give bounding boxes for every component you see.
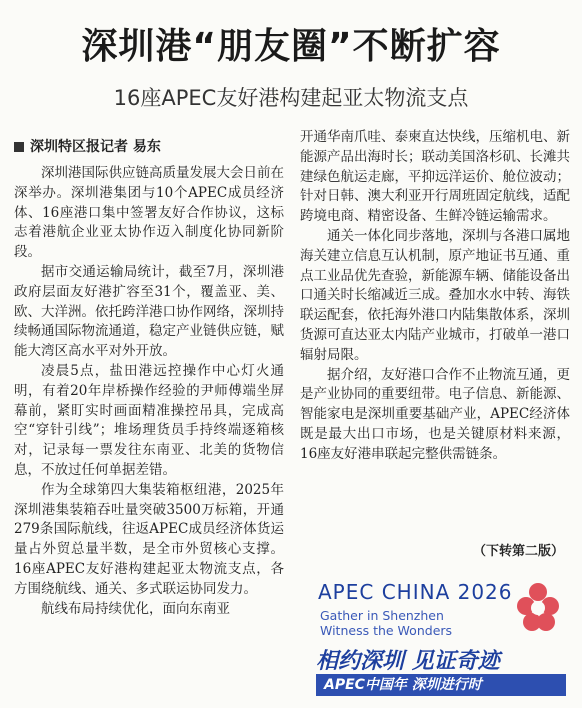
paragraph: 据市交通运输局统计，截至7月，深圳港政府层面友好港扩容至31个，覆盖亚、美、欧、大洋洲。依托跨洋港口协作网络，深圳持续畅通国际物流通道，稳定产业链供应链，赋能大湾区高水平对外开放。 [14,263,284,360]
byline [14,136,284,156]
paragraph-continued: 开通华南爪哇、泰柬直达快线，压缩机电、新能源产品出海时长；联动美国洛杉矶、长滩共建绿色航运走廊，平抑远洋运价、舱位波动；针对日韩、澳大利亚开行周班固定航线，适配跨境电商、精密设备、生鲜冷链运输需求。 [300,129,570,225]
apec-ad [310,566,572,702]
subheadline: 16座APEC友好港构建起亚太物流支点 [113,86,469,110]
headline: 深圳港“朋友圈”不断扩容 [81,26,501,67]
ad-title: APEC CHINA 2026 [318,580,513,604]
byline-text: 深圳特区报记者 易东 [30,139,161,155]
paragraph: 据介绍，友好港口合作不止物流互通，更是产业协同的重要纽带。电子信息、新能源、智能家电是深圳重要基础产业，APEC经济体既是最大出口市场，也是关键原材料来源，16座友好港串联起完整供需链条。 [300,366,570,462]
ad-subtitle: Witness the Wonders [320,623,453,638]
paragraph: 深圳港国际供应链高质量发展大会日前在深举办。深圳港集团与10个APEC成员经济体、16座港口集中签署友好合作协议，这标志着港航企业亚太协作迈入制度化协同新阶段。 [14,165,284,261]
continue-note: （下转第二版） [472,544,564,559]
left-column [14,164,284,619]
paragraph: 作为全球第四大集装箱枢纽港，2025年深圳港集装箱吞吐量突破3500万标箱，开通279条国际航线，往返APEC成员经济体货运量占外贸总量半数，是全市外贸核心支撑。16座APEC友好港构建起亚太物流支点，各方围绕航线、通关、多式联运协同发力。 [14,481,284,597]
paragraph: 航线布局持续优化，面向东南亚 [41,600,230,617]
byline-square-icon [14,142,24,152]
paragraph: 通关一体化同步落地，深圳与各港口属地海关建立信息互认机制，原产地证书互通、重点工业品优先查验，新能源车辆、储能设备出口通关时长缩减近三成。叠加水水中转、海铁联运配套，依托海外港口内陆集散体系，深圳货源可直达亚太内陆产业城市，打破单一港口辐射局限。 [300,227,570,363]
ad-subtitle: Gather in Shenzhen [320,608,444,623]
paragraph: 凌晨5点，盐田港远控操作中心灯火通明，有着20年岸桥操作经验的尹师傅端坐屏幕前，紧盯实时画面精准操控吊具，完成高空“穿针引线”；堆场理货员手持终端逐箱核对，记录每一票发往东南亚、北美的货物信息，不放过任何单据差错。 [14,362,284,478]
ad-slogan: 相约深圳 见证奇迹 [316,649,500,674]
right-column [300,128,570,465]
ad-banner: APEC中国年 深圳进行时 [316,674,566,696]
apec-flower-logo-icon [508,572,568,642]
